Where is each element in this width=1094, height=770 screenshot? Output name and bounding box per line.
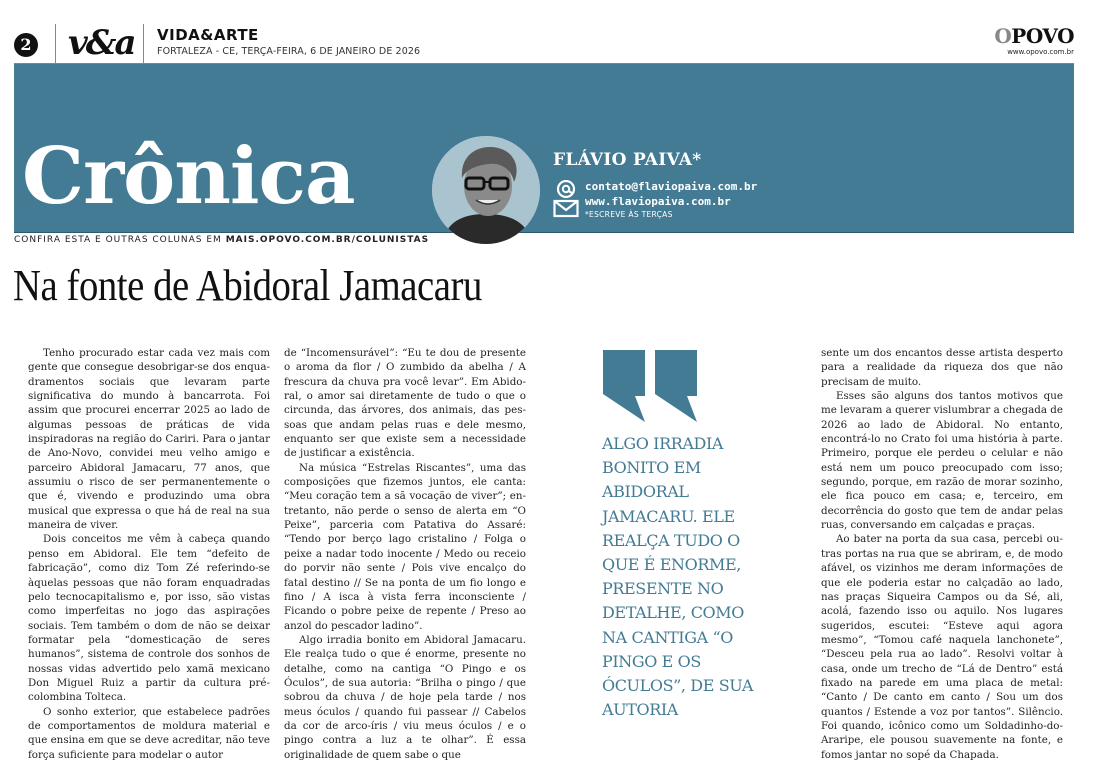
page-number: 2	[14, 33, 38, 57]
publishing-schedule: *ESCREVE ÀS TERÇAS	[585, 210, 673, 219]
paragraph: Esses são alguns dos tantos motivos que me levaram a querer vislumbrar a chegada de 2026 ao lado de Abidoral. No entanto, encontrá-lo no Crato foi uma história à parte. Primeiro, porque ele perdeu o celular e não está nem um pouco preocupado com isso; segundo, porque, em razão de morar sozinho, ele fica pouco em casa; e, terceiro, em decorrência do gosto que tem de andar pelas ruas, conversando em calçadas e praças.	[821, 390, 1063, 532]
author-portrait-icon	[432, 136, 540, 244]
more-columns-link[interactable]: MAIS.OPOVO.COM.BR/COLUNISTAS	[225, 235, 430, 245]
vida-arte-logo: v&a	[68, 23, 135, 63]
author-website[interactable]: www.flaviopaiva.com.br	[585, 195, 731, 208]
author-email[interactable]: contato@flaviopaiva.com.br	[585, 180, 758, 193]
article-column-3	[821, 346, 1063, 762]
paragraph: sente um dos encantos desse artista desperto para a realidade da riqueza dos que não precisam de muito.	[821, 347, 1063, 388]
dateline: FORTALEZA - CE, TERÇA-FEIRA, 6 DE JANEIRO DE 2026	[157, 46, 421, 57]
header-divider	[143, 24, 144, 64]
paragraph: Tenho procurado estar cada vez mais com gente que consegue desobrigar-se dos enquadramentos sociais que levaram parte significativa do mundo à bancarrota. Foi assim que procurei encerrar 2025 ao lado de algumas pessoas de práticas de vida inspiradoras na região do Cariri. Para o jantar de Ano-Novo, convidei meu velho amigo e parceiro Abidoral Jamacaru, 77 anos, que assumiu o risco de ser permanentemente o que é, vivendo e produzindo uma obra musical que expressa o que há de real na sua maneira de viver.	[28, 347, 270, 532]
pull-quote: ALGO IRRADIA BONITO EM ABIDORAL JAMACARU. ELE REALÇA TUDO O QUE É ENORME, PRESENTE NO DETALHE, COMO NA CANTIGA “O PINGO E OS ÓCULOS”, DE SUA AUTORIA	[602, 434, 754, 720]
opovo-logo[interactable]	[994, 26, 1074, 46]
paragraph: Na música “Estrelas Riscantes”, uma das composições que fizemos juntos, ele canta: “Meu coração tem a sã vocação de viver”; entretanto, não perde o senso de alerta em “O Peixe”, parceria com Patativa do Assaré: “Tendo por berço lago cristalino / Folga o peixe a nadar todo inocente / Medo ou receio do porvir não sente / Pois vive encalço do fatal destino // Se na ponta de um fio longo e fino / A isca à vista ferra inconsciente / Ficando o pobre peixe de repente / Preso ao anzol do pescador ladino”.	[284, 461, 526, 632]
more-columns-note	[14, 235, 429, 245]
contact-icons	[553, 180, 579, 218]
at-sign-icon	[558, 181, 574, 197]
brand-name: POVO	[1011, 24, 1074, 48]
author-photo	[432, 136, 540, 244]
brand-url[interactable]: www.opovo.com.br	[1007, 48, 1074, 56]
paragraph: de “Incomensurável”: “Eu te dou de presente o aroma da flor / O zumbido da abelha / A frescura da chuva pra você levar”. Em Abidoral, o amor sai diretamente de tudo o que o circunda, das árvores, dos animais, das pessoas que andam pelas ruas e dele mesmo, enquanto ser que existe sem a necessidade de justificar a existência.	[284, 347, 526, 460]
quote-mark-icon	[603, 350, 699, 422]
paragraph: Dois conceitos me vêm à cabeça quando penso em Abidoral. Ele tem “defeito de fabricação”, como diz Tom Zé referindo-se àquelas pessoas que não foram enquadradas pelo tecnocapitalismo e, por isso, são vistas como imperfeitas no jogo das aspirações sociais. Tem também o dom de não se deixar formatar pela “domesticação de seres humanos”, sistema de controle dos sonhos de nossas vidas advertido pelo xamã mexicano Don Miguel Ruiz a partir da cultura pré-colombina Tolteca.	[28, 533, 270, 704]
article-headline: Na fonte de Abidoral Jamacaru	[13, 261, 482, 310]
section-title: VIDA&ARTE	[157, 26, 259, 44]
paragraph: Ao bater na porta da sua casa, percebi outras portas na rua que se abriram, e, de modo afável, os vizinhos me deram informações de que ele poderia estar no calçadão ao lado, nas praças Siqueira Campos ou da Sé, ali, acolá, fazendo isso ou aquilo. Nos lugares sugeridos, escutei: “Esteve aqui agora mesmo”, “Tomou café naquela lanchonete”, “Desceu pela rua ao lado”. Resolvi voltar à casa, onde um trecho de “Lá de Dentro” está fixado na parede em uma placa de metal: “Canto / De canto em canto / Sou um dos quantos / Estende a voz por tantos”. Silêncio. Foi quando, icônico como um Soldadinho-do-Araripe, ele pousou suavemente na fonte, e fomos jantar no sopé da Chapada.	[821, 533, 1063, 761]
paragraph: O sonho exterior, que estabelece padrões de comportamentos de moldura material e que ensina em que se deve acreditar, não teve força suficiente para modelar o autor	[28, 705, 270, 761]
envelope-icon	[555, 201, 578, 216]
column-name: Crônica	[22, 131, 355, 222]
article-column-1	[28, 346, 270, 762]
author-name: FLÁVIO PAIVA*	[553, 150, 702, 170]
article-column-2	[284, 346, 526, 762]
brand-first-letter: O	[994, 24, 1012, 48]
more-columns-prefix: CONFIRA ESTA E OUTRAS COLUNAS EM	[14, 235, 226, 245]
header-divider	[55, 24, 56, 64]
paragraph: Algo irradia bonito em Abidoral Jamacaru. Ele realça tudo o que é enorme, presente no detalhe, como na cantiga “O Pingo e os Óculos”, de sua autoria: “Brilha o pingo / que sobrou da chuva / de hoje pela tarde / nos meus óculos / quando fui passear // Cabelos da cor de arco-íris / viu meus óculos / e o pingo contra a luz a te olhar”. É essa originalidade de quem sabe o que	[284, 633, 526, 761]
